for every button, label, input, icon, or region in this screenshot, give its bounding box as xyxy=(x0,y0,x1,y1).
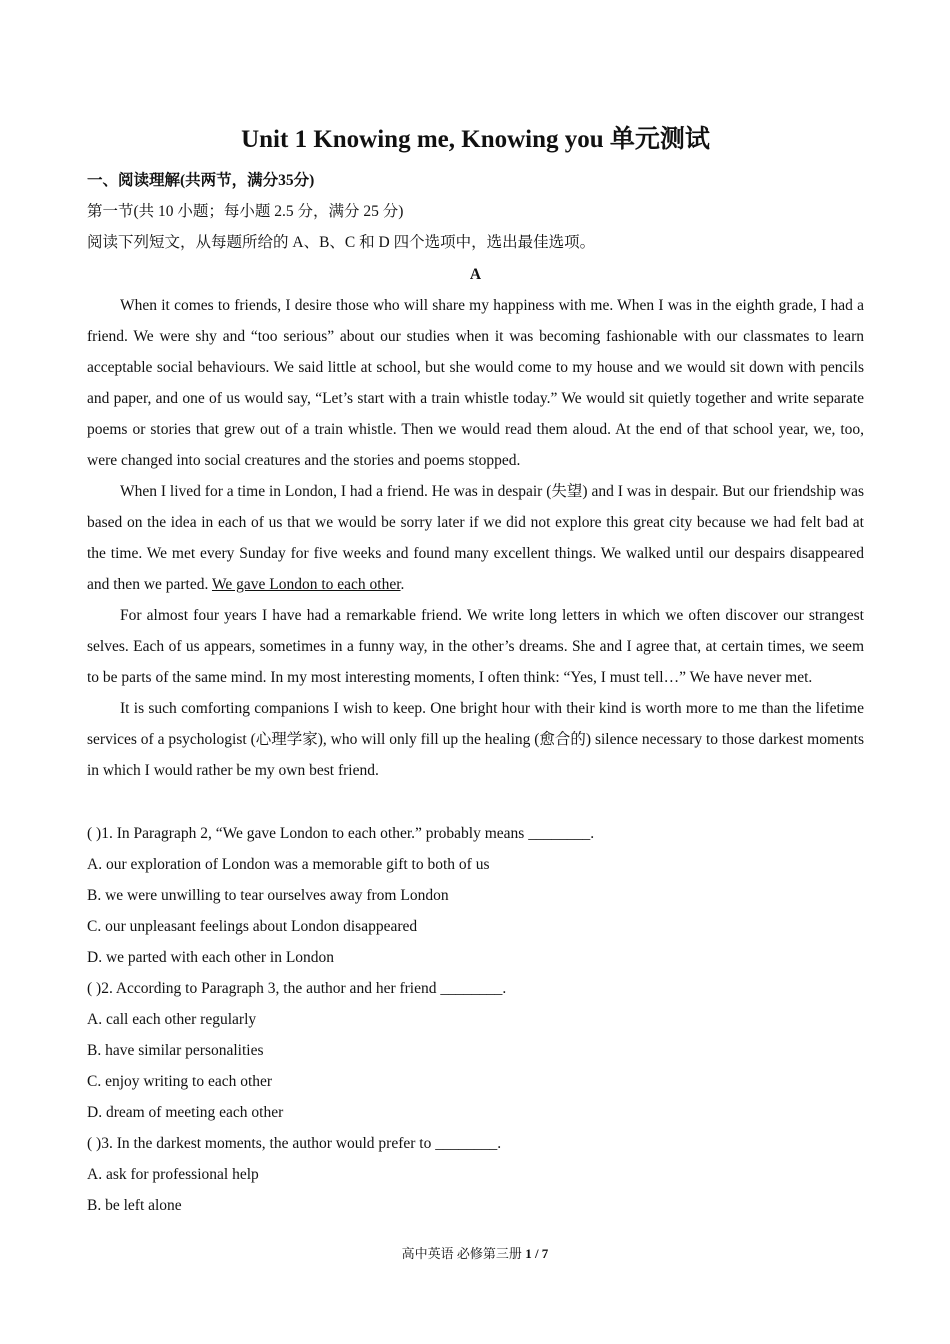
question-1-option-c: C. our unpleasant feelings about London disappeared xyxy=(87,918,418,935)
question-2-option-a: A. call each other regularly xyxy=(87,1011,257,1028)
paragraph-2-text: When I lived for a time in London, I had a friend. He was in despair (失望) and I was in despair. But our friendship was based on the idea in each of us that we would be sorry later if we did not explore this great city because we had felt bad at the time. We met every Sunday for five weeks and found many excellent things. We walked until our despairs disappeared and then we parted. xyxy=(87,483,864,593)
question-3-stem: ( )3. In the darkest moments, the author would prefer to ________. xyxy=(87,1135,502,1152)
question-3-option-a: A. ask for professional help xyxy=(87,1166,259,1183)
page-footer xyxy=(0,1244,950,1264)
section-heading: 一、阅读理解(共两节，满分35分) xyxy=(87,172,315,189)
footer-text: 高中英语 必修第三册 xyxy=(401,1246,526,1261)
passage-paragraph-4: It is such comforting companions I wish to keep. One bright hour with their kind is worth more to me than the lifetime services of a psychologist (心理学家), who will only fill up the healing (愈合的) silence necessary to those darkest moments in which I would rather be my own best friend. xyxy=(87,700,864,779)
questions-list xyxy=(87,818,864,1221)
question-1-option-b: B. we were unwilling to tear ourselves away from London xyxy=(87,887,449,904)
paragraph-2-end: . xyxy=(400,576,405,593)
passage-paragraph-2 xyxy=(87,476,864,600)
section-instruction: 阅读下列短文，从每题所给的 A、B、C 和 D 四个选项中，选出最佳选项。 xyxy=(87,234,596,251)
passage-paragraph-1: When it comes to friends, I desire those who will share my happiness with me. When I was in the eighth grade, I had a friend. We were shy and “too serious” about our studies when it was becoming fashionable with our classmates to learn acceptable social behaviours. We said little at school, but she would come to my house and we would sit down with pencils and paper, and one of us would say, “Let’s start with a train whistle today.” We would sit quietly together and write separate poems or stories that grew out of a train whistle. Then we would read them aloud. At the end of that school year, we, too, were changed into social creatures and the stories and poems stopped. xyxy=(87,297,864,469)
question-2-option-c: C. enjoy writing to each other xyxy=(87,1073,273,1090)
question-3-option-b: B. be left alone xyxy=(87,1197,182,1214)
question-2-stem: ( )2. According to Paragraph 3, the author and her friend ________. xyxy=(87,980,507,997)
underlined-sentence: We gave London to each other xyxy=(211,576,401,593)
page-number: 1 / 7 xyxy=(525,1246,549,1261)
question-2-option-b: B. have similar personalities xyxy=(87,1042,264,1059)
reading-passage xyxy=(87,290,864,786)
section-part-info: 第一节(共 10 小题；每小题 2.5 分，满分 25 分) xyxy=(87,203,404,220)
question-1-option-d: D. we parted with each other in London xyxy=(87,949,335,966)
question-2-option-d: D. dream of meeting each other xyxy=(87,1104,284,1121)
passage-label: A xyxy=(469,266,482,283)
passage-paragraph-3: For almost four years I have had a remarkable friend. We write long letters in which we often discover our strangest selves. Each of us appears, sometimes in a funny way, in the other’s dreams. She and I agree that, at certain times, we seem to be parts of the same mind. In my most interesting moments, I often think: “Yes, I must tell…” We have never met. xyxy=(87,607,864,686)
page-title: Unit 1 Knowing me, Knowing you 单元测试 xyxy=(241,126,710,153)
question-1-stem: ( )1. In Paragraph 2, “We gave London to each other.” probably means ________. xyxy=(87,825,595,842)
question-1-option-a: A. our exploration of London was a memorable gift to both of us xyxy=(87,856,490,873)
